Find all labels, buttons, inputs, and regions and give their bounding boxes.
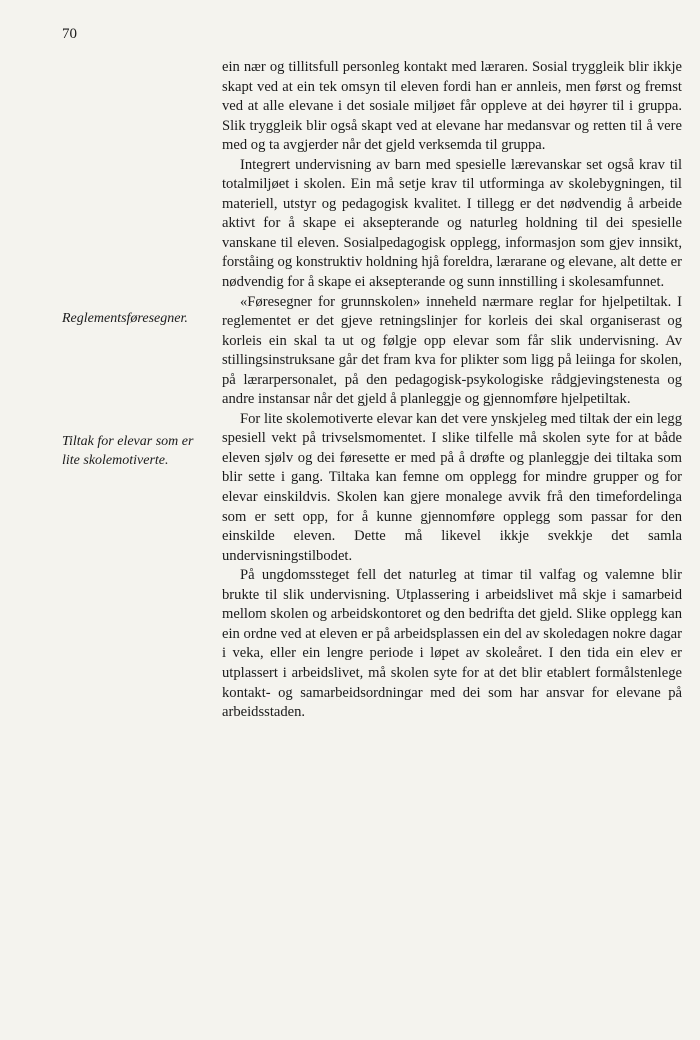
page-number: 70: [62, 26, 77, 42]
paragraph: «Føresegner for grunnskolen» inneheld nærmare reglar for hjelpetiltak. I reglementet er det gjeve retningslinjer for korleis dei skal organiserast og korleis ein skal ta ut og følgje opp elevar som får slik undervisning. Av stillingsinstruksane går det fram kva for plikter som ligg på leiinga for skolen, på lærarpersonalet, på den pedagogisk-psykologiske rådgjevingstenesta og andre instansar når det gjeld å planleggje og gjennomføre hjelpetiltak.: [222, 293, 682, 408]
paragraph: ein nær og tillitsfull personleg kontakt med læraren. Sosial tryggleik blir ikkje skapt ved at ein tek omsyn til eleven fordi han er annleis, men først og fremst ved at alle elevane i det sosiale miljøet får oppleve at dei høyrer til i gruppa. Slik tryggleik blir også skapt ved at elevane har medansvar og retten til å vere med og ta avgjerder når det gjeld verksemda til gruppa.: [222, 59, 682, 154]
paragraph: På ungdomssteget fell det naturleg at timar til valfag og valemne blir brukte til slik undervisning. Utplassering i arbeidslivet må skje i samarbeid mellom skolen og arbeidskontoret og den bedrifta det gjeld. Slike opplegg kan ein ordne ved at eleven er på arbeidsplassen ein del av skoledagen nokre dagar i veka, eller ein lengre periode i løpet av skoleåret. I den tida ein elev er utplassert i arbeidslivet, må skolen syte for at det blir etablert formålstenlege kontakt- og samarbeidsordningar med dei som har ansvar for elevane på arbeidsstaden.: [222, 567, 682, 721]
paragraph: Integrert undervisning av barn med spesielle lærevanskar set også krav til totalmiljøet i skolen. Ein må setje krav til utforminga av skolebygningen, til materiell, utstyr og pedagogisk kvalitet. I tillegg er det nødvendig å arbeide aktivt for å skape ei aksepterande og naturleg holdning til dei spesielle vanskane til eleven. Sosialpedagogisk opplegg, informasjon som gjev innsikt, forståing og konstruktiv holdning hjå foreldra, lærarane og elevane, alt dette er nødvendig for å skape ei aksepterande og sunn innstilling i skolesamfunnet.: [222, 156, 682, 291]
body-text: [222, 58, 682, 723]
paragraph: For lite skolemotiverte elevar kan det vere ynskjeleg med tiltak der ein legg spesiell vekt på trivselsmomentet. I slike tilfelle må skolen syte for at både eleven sjølv og dei føresette er med på å drøfte og planleggje dei tiltaka som blir sette i gang. Tiltaka kan femne om opplegg for mindre grupper og for elevar einskildvis. Skolen kan gjere monalege avvik frå den timefordelinga som er sett opp, for å kunne gjennomføre opplegg som passar for den einskilde eleven. Dette må likevel ikkje svekkje det samla undervisningstilbodet.: [222, 410, 682, 564]
margin-note-reglementsforesegner: Reglementsføresegner.: [62, 311, 188, 326]
margin-note-tiltak-for-elevar: Tiltak for elevar som er lite skolemotiverte.: [62, 434, 194, 468]
